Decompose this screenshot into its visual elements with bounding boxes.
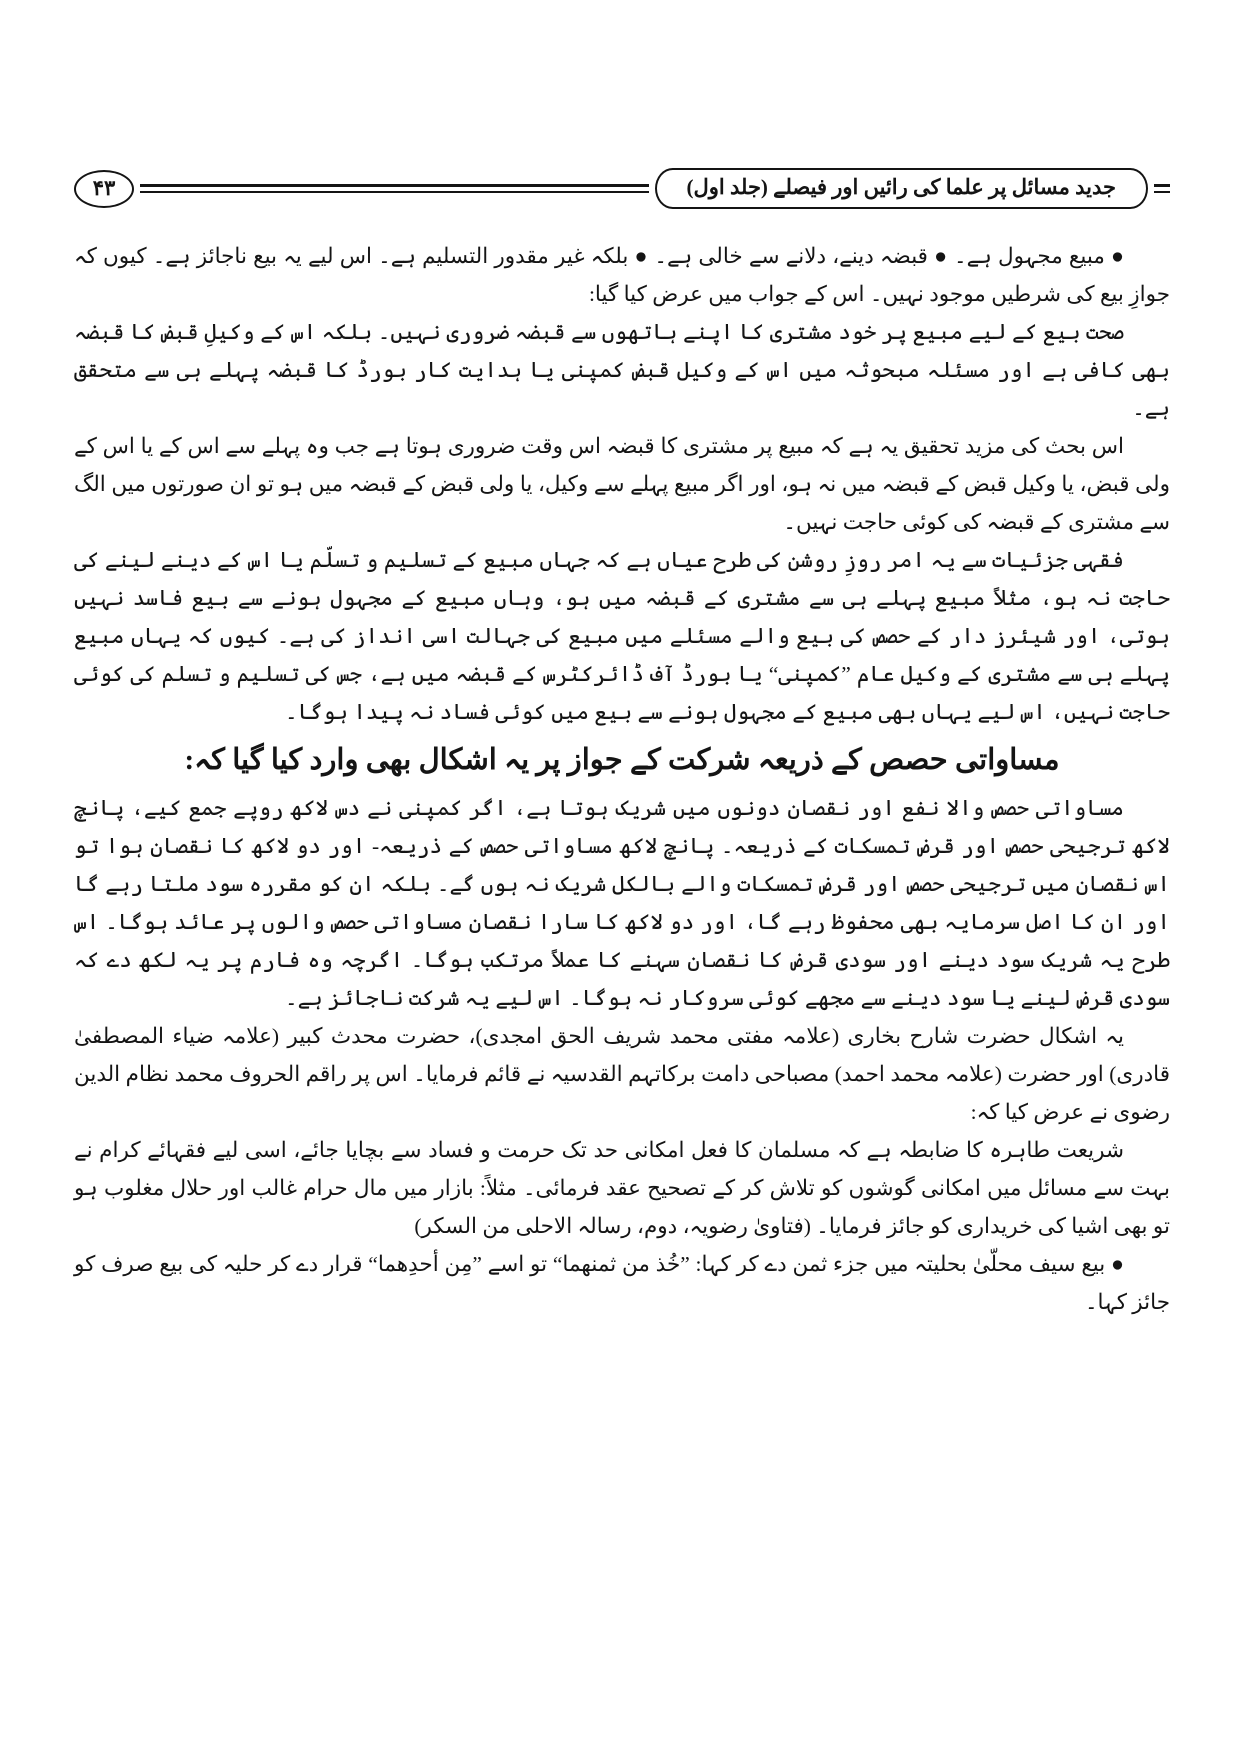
header-title: جدید مسائل پر علما کی رائیں اور فیصلے (جلد اول) [686, 175, 1116, 199]
body-paragraph: ● بیع سیف محلّیٰ بحلیتہ میں جزء ثمن دے کر کہا: ”خُذ من ثمنھما“ تو اسے ”مِن أحدِھما“ قرار دے کر حلیہ کی بیع صرف کو جائز کہا۔ [74, 1252, 1170, 1314]
page-number: ۴۳ [92, 176, 116, 200]
body-paragraph: شریعت طاہرہ کا ضابطہ ہے کہ مسلمان کا فعل امکانی حد تک حرمت و فساد سے بچایا جائے، اسی لیے فقہائے کرام نے بہت سے مسائل میں امکانی گوشوں کو تلاش کر کے تصحیح عقد فرمائی۔ مثلاً: بازار میں مال حرام غالب اور حلال مغلوب ہو تو بھی اشیا کی خریداری کو جائز فرمایا۔ (فتاویٰ رضویہ، دوم، رسالہ الاحلی من السکر) [74, 1138, 1170, 1238]
page-header [74, 168, 1170, 209]
page-number-oval [74, 170, 134, 208]
header-rule [140, 184, 649, 193]
header-rule-stub [1154, 184, 1170, 193]
body-paragraph: اس بحث کی مزید تحقیق یہ ہے کہ مبیع پر مشتری کا قبضہ اس وقت ضروری ہوتا ہے جب وہ پہلے سے اس کے یا اس کے ولی قبض، یا وکیل قبض کے قبضہ میں نہ ہو، اور اگر مبیع پہلے سے وکیل، یا ولی قبض کے قبضہ میں ہو تو ان صورتوں میں الگ سے مشتری کے قبضہ کی کوئی حاجت نہیں۔ [74, 434, 1170, 534]
body-paragraph: یہ اشکال حضرت شارح بخاری (علامہ مفتی محمد شریف الحق امجدی)، حضرت محدث کبیر (علامہ ضیاء المصطفیٰ قادری) اور حضرت (علامہ محمد احمد) مصباحی دامت برکاتہم القدسیہ نے قائم فرمایا۔ اس پر راقم الحروف محمد نظام الدین رضوی نے عرض کیا کہ: [74, 1024, 1170, 1124]
body-paragraph: فقہی جزئیات سے یہ امر روزِ روشن کی طرح عیاں ہے کہ جہاں مبیع کے تسلیم و تسلّم یا اس کے دینے لینے کی حاجت نہ ہو، مثلاً مبیع پہلے ہی سے مشتری کے قبضہ میں ہو، وہاں مبیع کے مجہول ہونے سے بیع فاسد نہیں ہوتی، اور شیئرز دار کے حصص کی بیع والے مسئلے میں مبیع کی جہالت اسی انداز کی ہے۔ کیوں کہ یہاں مبیع پہلے ہی سے مشتری کے وکیل عام ”کمپنی“ یا بورڈ آف ڈائرکٹرس کے قبضہ میں ہے، جس کی تسلیم و تسلم کی کوئی حاجت نہیں، اس لیے یہاں بھی مبیع کے مجہول ہونے سے بیع میں کوئی فساد نہ پیدا ہوگا۔ [74, 548, 1170, 724]
body-paragraph: ● مبیع مجہول ہے۔ ● قبضہ دینے، دلانے سے خالی ہے۔ ● بلکہ غیر مقدور التسلیم ہے۔ اس لیے یہ بیع ناجائز ہے۔ کیوں کہ جوازِ بیع کی شرطیں موجود نہیں۔ اس کے جواب میں عرض کیا گیا: [74, 244, 1170, 306]
section-heading: مساواتی حصص کے ذریعہ شرکت کے جواز پر یہ اشکال بھی وارد کیا گیا کہ: [184, 744, 1060, 776]
body-paragraph: مساواتی حصص والا نفع اور نقصان دونوں میں شریک ہوتا ہے، اگر کمپنی نے دس لاکھ روپے جمع کیے، پانچ لاکھ ترجیحی حصص اور قرض تمسکات کے ذریعہ۔ پانچ لاکھ مساواتی حصص کے ذریعہ- اور دو لاکھ کا نقصان ہوا تو اس نقصان میں ترجیحی حصص اور قرض تمسکات والے بالکل شریک نہ ہوں گے۔ بلکہ ان کو مقررہ سود ملتا رہے گا اور ان کا اصل سرمایہ بھی محفوظ رہے گا، اور دو لاکھ کا سارا نقصان مساواتی حصص والوں پر عائد ہوگا۔ اس طرح یہ شریک سود دینے اور سودی قرض کا نقصان سہنے کا عملاً مرتکب ہوگا۔ اگرچہ وہ فارم پر یہ لکھ دے کہ سودی قرض لینے یا سود دینے سے مجھے کوئی سروکار نہ ہوگا۔ اس لیے یہ شرکت ناجائز ہے۔ [74, 796, 1170, 1010]
page-body [74, 237, 1170, 1321]
header-title-cartouche [655, 168, 1149, 209]
body-paragraph: صحت بیع کے لیے مبیع پر خود مشتری کا اپنے ہاتھوں سے قبضہ ضروری نہیں۔ بلکہ اس کے وکیلِ قبض کا قبضہ بھی کافی ہے اور مسئلہ مبحوثہ میں اس کے وکیل قبض کمپنی یا ہدایت کار بورڈ کا قبضہ پہلے ہی سے متحقق ہے۔ [74, 320, 1170, 420]
